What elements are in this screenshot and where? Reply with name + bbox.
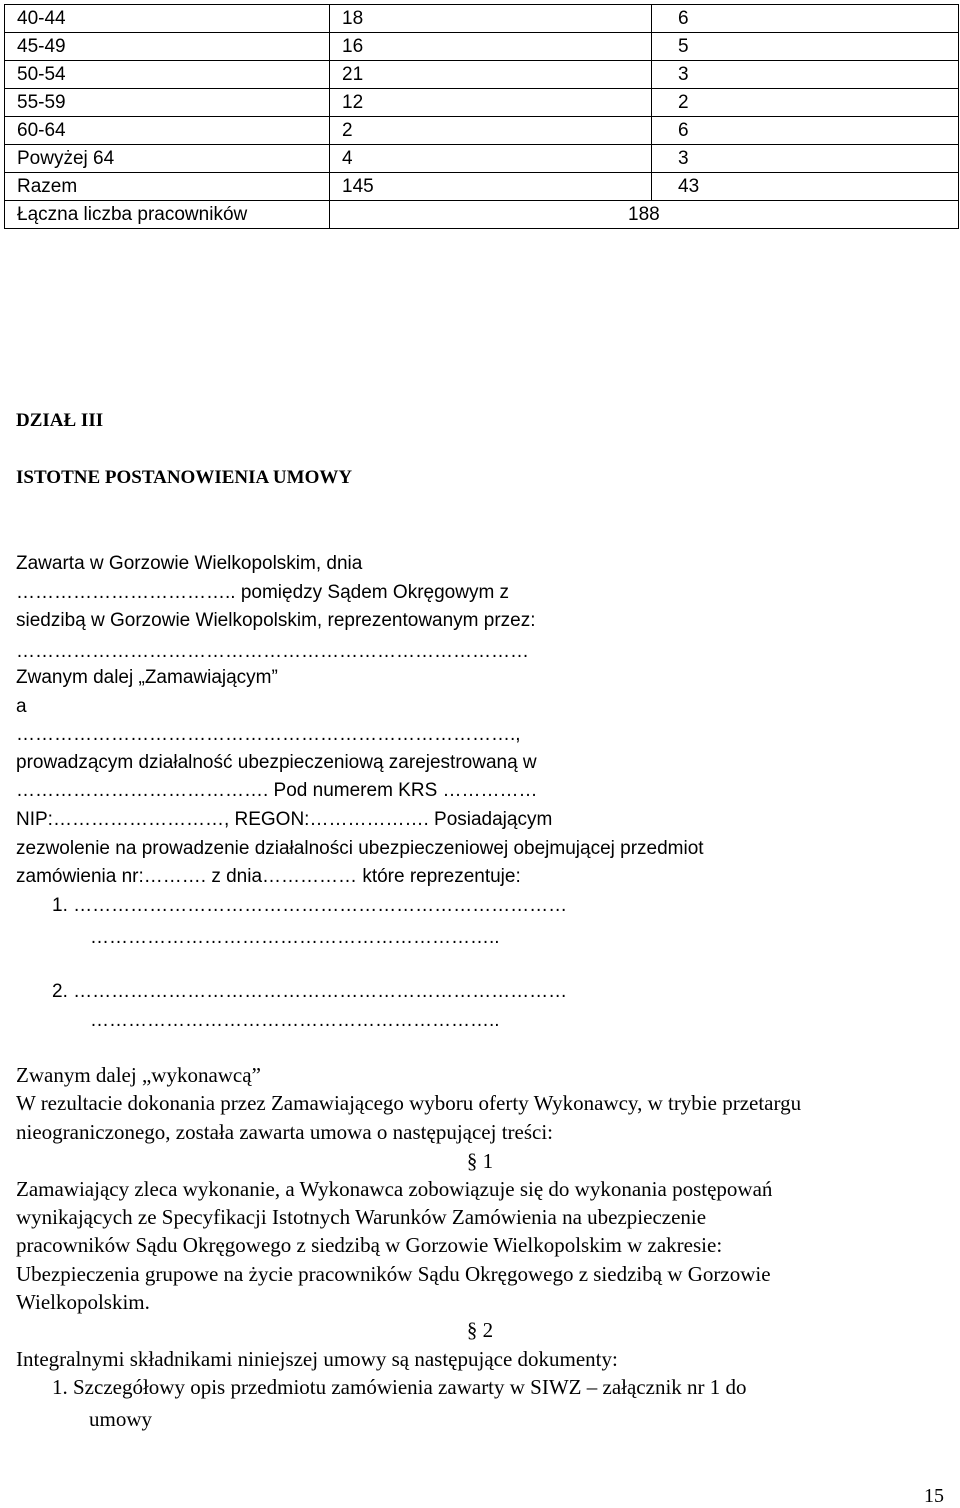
contract-line: 1. Szczegółowy opis przedmiotu zamówienia zawarty w SIWZ – załącznik nr 1 do	[52, 1375, 747, 1399]
contract-line: prowadzącym działalność ubezpieczeniową zarejestrowaną w	[16, 752, 537, 773]
contract-line: zezwolenie na prowadzenie działalności ubezpieczeniowej obejmującej przedmiot	[16, 838, 704, 859]
count-a-cell: 16	[330, 33, 652, 61]
age-range-cell: Razem	[5, 173, 330, 201]
contract-line: umowy	[89, 1407, 152, 1431]
age-range-cell: 60-64	[5, 117, 330, 145]
table-row	[5, 5, 959, 33]
count-a-cell: 4	[330, 145, 652, 173]
total-value: 188	[330, 201, 959, 229]
count-a-cell: 2	[330, 117, 652, 145]
section-title: DZIAŁ III	[16, 410, 104, 431]
contract-line: W rezultacie dokonania przez Zamawiającego wyboru oferty Wykonawcy, w trybie przetargu	[16, 1091, 802, 1115]
count-a-cell: 12	[330, 89, 652, 117]
contract-line: Zwanym dalej „Zamawiającym”	[16, 667, 278, 688]
contract-line: …………………………….. pomiędzy Sądem Okręgowym z	[16, 582, 510, 603]
age-table	[4, 4, 959, 229]
age-range-cell: 45-49	[5, 33, 330, 61]
contract-line: pracowników Sądu Okręgowego z siedzibą w Gorzowie Wielkopolskim w zakresie:	[16, 1233, 723, 1257]
contract-line: ………………………………………………………………………	[16, 641, 529, 662]
contract-line: a	[16, 696, 27, 717]
contract-line: Zawarta w Gorzowie Wielkopolskim, dnia	[16, 553, 363, 574]
table-row	[5, 117, 959, 145]
contract-line: Wielkopolskim.	[16, 1290, 150, 1314]
contract-line: …………………………………………………………………….,	[16, 724, 521, 745]
contract-line: Ubezpieczenia grupowe na życie pracowników Sądu Okręgowego z siedzibą w Gorzowie	[16, 1262, 771, 1286]
total-label: Łączna liczba pracowników	[5, 201, 330, 229]
paragraph-1-heading: § 1	[466, 1149, 494, 1173]
contract-line: …………………………………. Pod numerem KRS ……………	[16, 780, 538, 801]
table-row	[5, 33, 959, 61]
count-b-cell: 43	[652, 173, 959, 201]
count-a-cell: 145	[330, 173, 652, 201]
count-b-cell: 5	[652, 33, 959, 61]
contract-line: Zamawiający zleca wykonanie, a Wykonawca zobowiązuje się do wykonania postępowań	[16, 1177, 773, 1201]
contract-line: ………………………………………………………..	[90, 1010, 500, 1031]
count-a-cell: 18	[330, 5, 652, 33]
age-range-cell: 55-59	[5, 89, 330, 117]
age-range-cell: 50-54	[5, 61, 330, 89]
age-range-cell: 40-44	[5, 5, 330, 33]
count-b-cell: 3	[652, 61, 959, 89]
count-b-cell: 6	[652, 5, 959, 33]
table-row	[5, 61, 959, 89]
table-total-row	[5, 201, 959, 229]
count-b-cell: 3	[652, 145, 959, 173]
table-row	[5, 173, 959, 201]
contract-line: NIP:………………………, REGON:………………. Posiadającym	[16, 809, 553, 830]
contract-line: ………………………………………………………..	[90, 927, 500, 948]
contract-line: zamówienia nr:………. z dnia…………… które reprezentuje:	[16, 866, 521, 887]
contract-line: 1. ……………………………………………………………………	[52, 895, 568, 916]
contract-line: 2. ……………………………………………………………………	[52, 981, 568, 1002]
contract-line: wynikających ze Specyfikacji Istotnych Warunków Zamówienia na ubezpieczenie	[16, 1205, 707, 1229]
count-b-cell: 2	[652, 89, 959, 117]
contract-line: nieograniczonego, została zawarta umowa o następującej treści:	[16, 1120, 554, 1144]
age-range-cell: Powyżej 64	[5, 145, 330, 173]
table-row	[5, 145, 959, 173]
contract-line: Integralnymi składnikami niniejszej umowy są następujące dokumenty:	[16, 1347, 618, 1371]
page-number: 15	[924, 1485, 944, 1507]
section-subtitle: ISTOTNE POSTANOWIENIA UMOWY	[16, 467, 353, 488]
count-a-cell: 21	[330, 61, 652, 89]
paragraph-2-heading: § 2	[466, 1318, 494, 1342]
count-b-cell: 6	[652, 117, 959, 145]
contract-line: siedzibą w Gorzowie Wielkopolskim, reprezentowanym przez:	[16, 610, 536, 631]
table-row	[5, 89, 959, 117]
contract-line: Zwanym dalej „wykonawcą”	[16, 1063, 261, 1087]
